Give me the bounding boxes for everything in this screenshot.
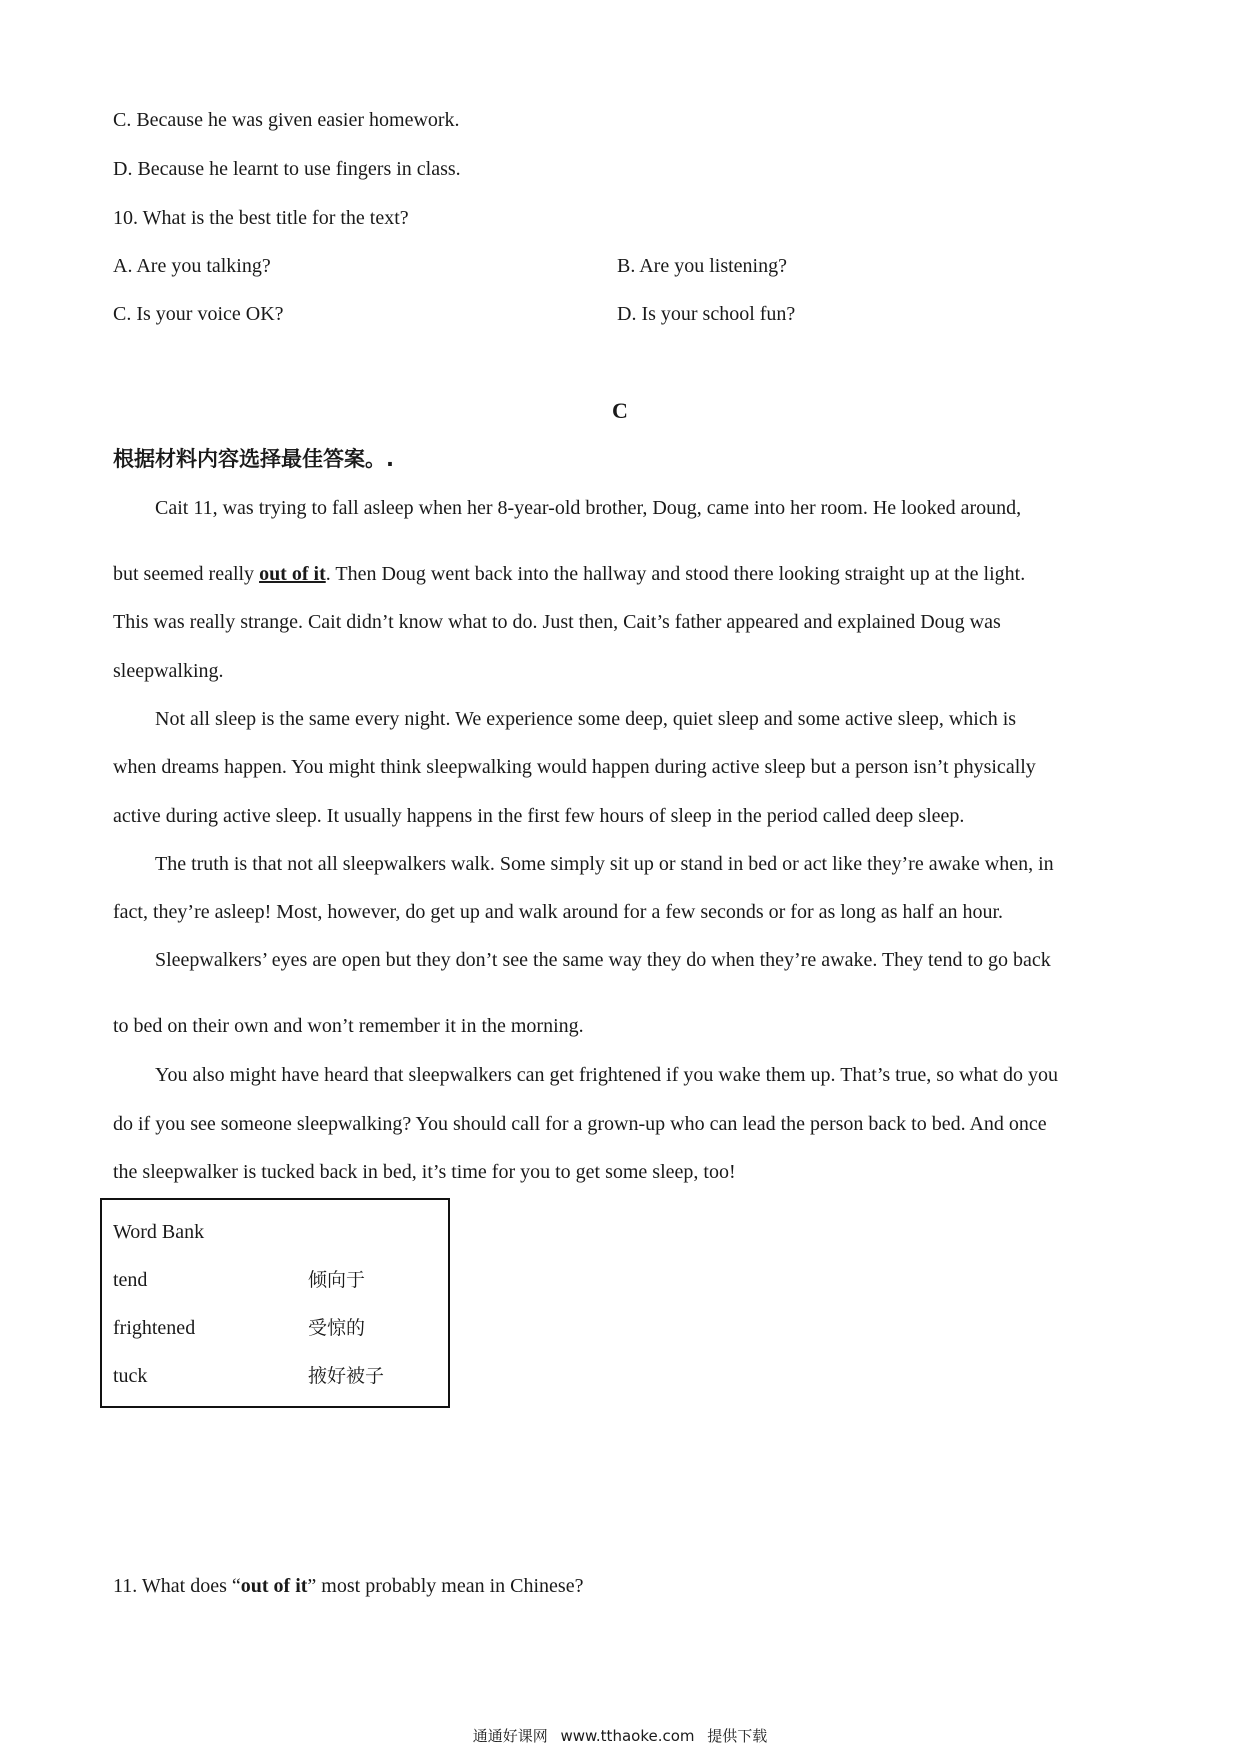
q11-text: ” most probably mean in Chinese?: [307, 1575, 584, 1597]
word-bank-word: tend: [113, 1269, 148, 1291]
footer-site-name: 通通好课网: [472, 1727, 548, 1745]
q11-text: 11. What does “: [113, 1575, 241, 1597]
page-footer: [0, 1726, 1240, 1746]
passage-p3-line1: The truth is that not all sleepwalkers walk. Some simply sit up or stand in bed or act like they’re awake when, in: [155, 853, 1054, 875]
passage-text: but seemed really: [113, 563, 260, 585]
passage-p4-line1: Sleepwalkers’ eyes are open but they don’t see the same way they do when they’re awake. They tend to go back: [155, 949, 1051, 971]
passage-p2-line3: active during active sleep. It usually happens in the first few hours of sleep in the period called deep sleep.: [113, 805, 965, 827]
passage-p5-line1: You also might have heard that sleepwalkers can get frightened if you wake them up. That’s true, so what do you: [155, 1064, 1058, 1086]
passage-p1-line1: Cait 11, was trying to fall asleep when her 8-year-old brother, Doug, came into her room. He looked around,: [155, 497, 1022, 519]
passage-text: . Then Doug went back into the hallway and stood there looking straight up at the light.: [325, 563, 1026, 585]
word-bank-meaning: 受惊的: [308, 1317, 366, 1339]
passage-p2-line1: Not all sleep is the same every night. We experience some deep, quiet sleep and some active sleep, which is: [155, 708, 1017, 730]
word-bank-word: frightened: [113, 1317, 196, 1339]
q11-phrase: out of it: [240, 1575, 308, 1597]
passage-p1-line2: [113, 562, 1025, 586]
word-bank-meaning: 倾向于: [308, 1269, 366, 1291]
section-letter: C: [612, 398, 628, 423]
highlighted-phrase: out of it: [259, 563, 326, 585]
footer-note: 提供下载: [707, 1727, 768, 1745]
footer-url[interactable]: www.tthaoke.com: [560, 1727, 695, 1745]
word-bank-meaning: 掖好被子: [308, 1365, 385, 1387]
passage-p1-line3: This was really strange. Cait didn’t know what to do. Just then, Cait’s father appeared and explained Doug was: [113, 611, 1001, 633]
word-bank-box: [100, 1198, 450, 1408]
section-instruction: 根据材料内容选择最佳答案。.: [113, 447, 394, 471]
word-bank-word: tuck: [113, 1365, 148, 1387]
q9-option-c: C. Because he was given easier homework.: [113, 109, 460, 131]
q10-option-c: C. Is your voice OK?: [113, 303, 284, 325]
q9-option-d: D. Because he learnt to use fingers in class.: [113, 158, 461, 180]
q10-option-a: A. Are you talking?: [113, 255, 271, 277]
q11-stem: [113, 1574, 583, 1598]
passage-p3-line2: fact, they’re asleep! Most, however, do get up and walk around for a few seconds or for as long as half an hour.: [113, 901, 1004, 923]
passage-p5-line3: the sleepwalker is tucked back in bed, it’s time for you to get some sleep, too!: [113, 1161, 736, 1183]
passage-p4-line2: to bed on their own and won’t remember it in the morning.: [113, 1015, 584, 1037]
passage-p2-line2: when dreams happen. You might think sleepwalking would happen during active sleep but a person isn’t physically: [113, 756, 1036, 778]
passage-p1-line4: sleepwalking.: [113, 660, 224, 682]
q10-stem: 10. What is the best title for the text?: [113, 207, 409, 229]
passage-p5-line2: do if you see someone sleepwalking? You should call for a grown-up who can lead the person back to bed. And once: [113, 1113, 1047, 1135]
q10-option-d: D. Is your school fun?: [617, 303, 796, 325]
q10-option-b: B. Are you listening?: [617, 255, 787, 277]
word-bank-title: Word Bank: [113, 1221, 205, 1243]
